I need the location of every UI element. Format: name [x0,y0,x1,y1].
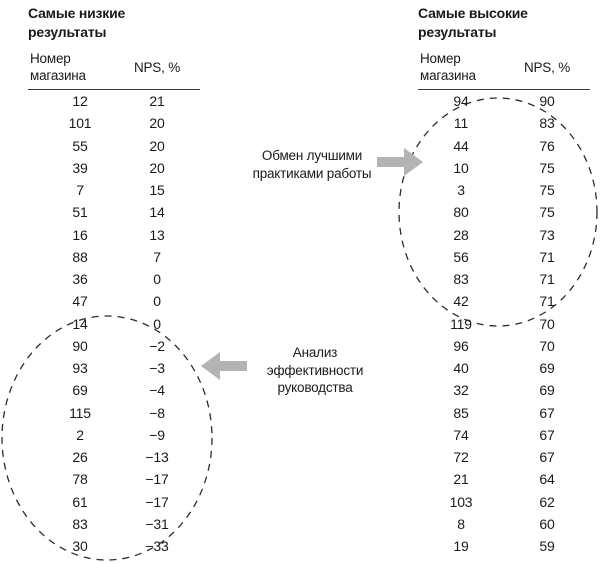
nps-value-cell: −17 [145,493,169,510]
nps-value-cell: 62 [539,493,555,510]
store-number-cell: 8 [457,515,465,532]
table-row [28,224,200,246]
table-row [28,179,200,201]
store-number-column-header [418,50,504,84]
table-row [28,246,200,268]
nps-value-cell: 71 [539,293,555,310]
store-number-cell: 94 [453,93,469,110]
header-line-1: Номер [30,51,71,66]
table-row [28,424,200,446]
store-number-cell: 47 [72,293,88,310]
table-row [28,290,200,312]
table-row [28,313,200,335]
table-row [418,468,590,490]
nps-value-cell: 67 [539,426,555,443]
store-number-cell: 119 [450,315,472,332]
table-row [28,446,200,468]
header-line-1: Номер [420,51,461,66]
store-number-cell: 90 [72,337,88,354]
store-number-cell: 78 [72,471,88,488]
table-row [28,135,200,157]
table-row [28,513,200,535]
nps-value-cell: −4 [149,382,165,399]
table-row [418,112,590,134]
highest-results-header [418,50,590,90]
lowest-results-rows [28,90,200,557]
table-row [28,157,200,179]
table-row [418,290,590,312]
store-number-cell: 32 [453,382,469,399]
nps-column-header: NPS, % [523,59,571,75]
table-row [418,90,590,112]
table-row [28,491,200,513]
lowest-results-table [28,4,200,557]
table-row [28,357,200,379]
nps-value-cell: 60 [539,515,555,532]
nps-value-cell: 20 [149,137,165,154]
nps-value-cell: 76 [539,137,555,154]
store-number-cell: 39 [72,159,88,176]
table-row [28,468,200,490]
store-number-cell: 30 [72,538,88,555]
store-number-cell: 51 [72,204,88,221]
store-number-cell: 19 [453,538,469,555]
nps-value-cell: −3 [149,360,165,377]
store-number-cell: 28 [453,226,469,243]
store-number-cell: 61 [72,493,88,510]
nps-value-cell: 69 [539,382,555,399]
nps-value-cell: 15 [149,182,165,199]
store-number-cell: 93 [72,360,88,377]
nps-value-cell: 21 [149,93,165,110]
table-row [418,535,590,557]
table-row [418,402,590,424]
annotation-line-2: руководства [277,380,353,395]
table-row [28,535,200,557]
store-number-cell: 12 [72,93,88,110]
nps-value-cell: 0 [153,315,161,332]
table-row [28,112,200,134]
table-row [418,179,590,201]
store-number-cell: 80 [453,204,469,221]
store-number-cell: 115 [69,404,91,421]
store-number-cell: 103 [449,493,473,510]
nps-value-cell: −13 [145,449,169,466]
table-row [28,335,200,357]
highest-results-table [418,4,590,557]
title-line-2: результаты [28,24,107,40]
store-number-cell: 16 [72,226,88,243]
nps-value-cell: 0 [153,293,161,310]
table-row [418,157,590,179]
table-row [418,513,590,535]
store-number-cell: 72 [453,449,469,466]
management-analysis-annotation [245,344,385,397]
nps-value-cell: 69 [539,360,555,377]
store-number-cell: 40 [453,360,469,377]
nps-value-cell: 13 [149,226,165,243]
table-row [418,446,590,468]
store-number-cell: 56 [453,248,469,265]
store-number-cell: 3 [457,182,465,199]
nps-value-cell: −8 [149,404,165,421]
table-row [28,402,200,424]
nps-value-cell: 75 [539,182,555,199]
store-number-cell: 74 [453,426,469,443]
title-line-1: Самые низкие [28,5,126,21]
store-number-cell: 7 [76,182,84,199]
nps-value-cell: 20 [149,159,165,176]
table-row [418,379,590,401]
nps-value-cell: 7 [153,248,161,265]
nps-value-cell: 83 [539,115,555,132]
store-number-cell: 11 [453,115,469,132]
store-number-cell: 26 [72,449,88,466]
lowest-results-title [28,4,200,42]
nps-value-cell: 64 [539,471,555,488]
table-row [418,424,590,446]
table-row [418,335,590,357]
nps-value-cell: 73 [539,226,555,243]
store-number-cell: 83 [72,515,88,532]
annotation-line-2: практиками работы [252,165,372,181]
store-number-cell: 14 [72,315,88,332]
store-number-cell: 85 [453,404,469,421]
store-number-cell: 83 [453,271,469,288]
store-number-cell: 88 [72,248,88,265]
table-row [418,201,590,223]
nps-value-cell: −9 [149,426,165,443]
nps-value-cell: −31 [145,515,169,532]
nps-value-cell: 90 [539,93,555,110]
nps-value-cell: 70 [539,337,555,354]
highest-results-rows [418,90,590,557]
store-number-cell: 101 [68,115,92,132]
table-row [28,201,200,223]
table-row [418,268,590,290]
nps-value-cell: 75 [539,159,555,176]
store-number-cell: 42 [453,293,469,310]
nps-value-cell: −2 [149,337,165,354]
nps-column-header: NPS, % [133,59,181,75]
store-number-cell: 55 [72,137,88,154]
nps-value-cell: 20 [149,115,165,132]
annotation-line-1: Обмен лучшими [261,148,363,163]
nps-value-cell: −33 [145,538,169,555]
table-row [418,135,590,157]
table-row [28,268,200,290]
store-number-cell: 44 [453,137,469,154]
header-line-2: магазина [420,68,476,83]
highest-results-title [418,4,590,42]
nps-value-cell: 71 [539,248,555,265]
nps-value-cell: 59 [539,538,555,555]
arrow-right-icon [377,148,423,176]
best-practices-annotation [242,147,382,182]
nps-value-cell: 70 [539,315,555,332]
store-number-cell: 36 [72,271,88,288]
nps-value-cell: 67 [539,404,555,421]
nps-value-cell: 14 [149,204,165,221]
table-row [28,90,200,112]
table-row [28,379,200,401]
annotation-line-1: Анализ эффективности [266,345,364,378]
store-number-cell: 21 [453,471,469,488]
nps-value-cell: 0 [153,271,161,288]
store-number-cell: 96 [453,337,469,354]
store-number-cell: 10 [453,159,469,176]
header-line-2: магазина [30,68,86,83]
table-row [418,246,590,268]
nps-value-cell: −17 [145,471,169,488]
table-row [418,313,590,335]
arrow-left-icon [201,352,247,380]
title-line-2: результаты [418,24,497,40]
lowest-results-header [28,50,200,90]
nps-value-cell: 71 [539,271,555,288]
title-line-1: Самые высокие [418,5,528,21]
table-row [418,491,590,513]
nps-value-cell: 75 [539,204,555,221]
store-number-cell: 69 [72,382,88,399]
table-row [418,357,590,379]
store-number-column-header [28,50,114,84]
nps-value-cell: 67 [539,449,555,466]
table-row [418,224,590,246]
store-number-cell: 2 [76,426,84,443]
